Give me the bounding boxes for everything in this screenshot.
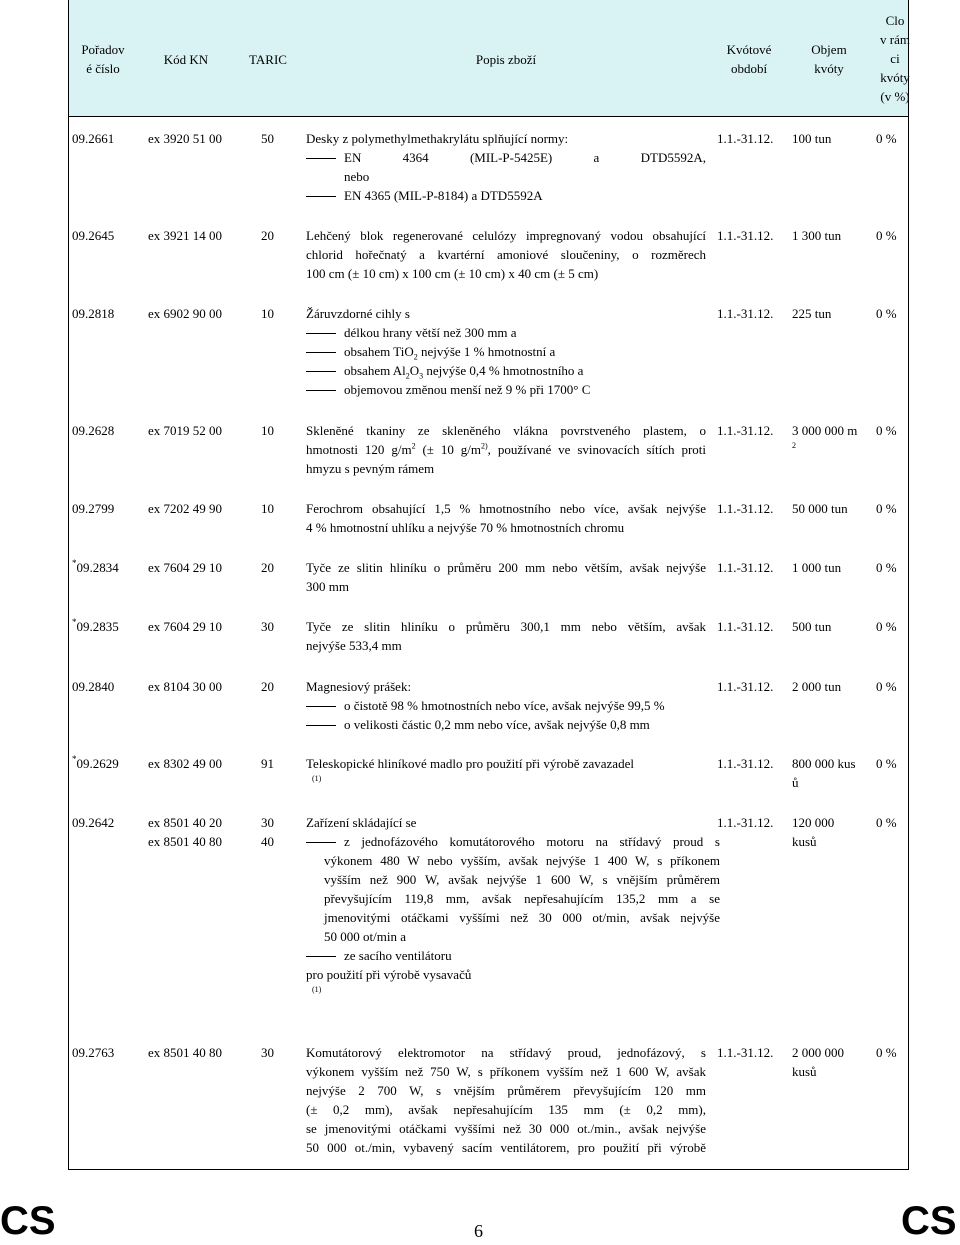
row-period: 1.1.-31.12. (717, 306, 774, 321)
row-number: 09.2799 (72, 501, 115, 516)
row-number: *09.2629 (72, 754, 119, 771)
row-taric: 20 (261, 560, 274, 575)
row-description: Teleskopické hliníkové madlo pro použití při výrobě zavazadel (1) (306, 754, 706, 785)
row-description: Zařízení skládající se z jednofázového komutátorového motoru na střídavý proud s výkonem 480 W nebo vyšším, avšak nejvýše 1 400 W, s příkonem vyšším než 900 W, avšak nejvýše 1 600 W, s vnějším průměrem převyšujícím 119,8 mm, avšak nepřesahujícím 135,2 mm a se jmenovitými otáčkami vyššími než 30 000 ot/min, avšak nejvýše 50 000 ot/min a ze sacího ventilátoru pro použití při výrobě vysavačů (1) (306, 815, 720, 994)
row-duty: 0 % (876, 560, 897, 575)
row-period: 1.1.-31.12. (717, 228, 774, 243)
row-period: 1.1.-31.12. (717, 756, 774, 771)
header-desc: Popis zboží (475, 52, 537, 67)
row-period: 1.1.-31.12. (717, 1045, 774, 1060)
row-volume: 1 300 tun (792, 228, 842, 243)
row-description: Ferochrom obsahující 1,5 % hmotnostního nebo více, avšak nejvýše 4 % hmotnostní uhlíku a nejvýše 70 % hmotnostních chromu (306, 501, 706, 535)
row-volume: 2 000 000 kusů (792, 1045, 844, 1079)
page-number: 6 (474, 1221, 483, 1241)
row-kn-code: ex 8501 40 20 ex 8501 40 80 (148, 815, 223, 849)
footer-language-left: CS (0, 1199, 56, 1243)
row-number: *09.2834 (72, 558, 119, 575)
header-period: Kvótové období (726, 42, 772, 76)
row-volume: 225 tun (792, 306, 832, 321)
row-description: Lehčený blok regenerované celulózy impregnovaný vodou obsahující chlorid hořečnatý a kvartérní amoniové sloučeniny, o rozměrech 100 cm (± 10 cm) x 100 cm (± 10 cm) x 40 cm (± 5 cm) (306, 228, 706, 281)
row-description: Žáruvzdorné cihly s délkou hrany větší než 300 mm a obsahem TiO$_2$ nejvýše 1 % hmotnostní a obsahem $Al_2O_3$ nejvýše 0,4 % hmotnostního a objemovou změnou menší než 9 % při 1700° C (306, 306, 591, 397)
row-description: Skleněné tkaniny ze skleněného vlákna povrstveného plastem, o hmotnosti 120 $g/m^2$ (± 10 $g/m^{2)}$, používané ve svinovacích sítích proti hmyzu s pevným rámem (306, 423, 706, 476)
row-taric: 91 (261, 756, 274, 771)
row-kn-code: ex 7202 49 90 (148, 501, 223, 516)
row-taric: 10 (261, 306, 274, 321)
footer-language-right: CS (901, 1199, 957, 1243)
row-taric: 20 (261, 679, 274, 694)
row-volume: 1 000 tun (792, 560, 842, 575)
header-volume: Objem kvóty (811, 42, 847, 76)
row-duty: 0 % (876, 423, 897, 438)
row-volume: 800 000 kus ů (792, 756, 856, 790)
row-volume: 3 000 000 m 2 (792, 423, 858, 450)
row-description: Magnesiový prášek: o čistotě 98 % hmotnostních nebo více, avšak nejvýše 99,5 % o velikosti částic 0,2 mm nebo více, avšak nejvýše 0,8 mm (306, 679, 665, 732)
row-duty: 0 % (876, 306, 897, 321)
row-taric: 10 (261, 423, 274, 438)
row-description: Tyče ze slitin hliníku o průměru 200 mm nebo větším, avšak nejvýše 300 mm (306, 560, 706, 594)
row-number: 09.2645 (72, 228, 115, 243)
row-number: 09.2818 (72, 306, 115, 321)
row-number: *09.2835 (72, 617, 119, 634)
row-description: Desky z polymethylmethakrylátu splňující normy: EN 4364 (MIL-P-5425E) a DTD5592A, nebo EN 4365 (MIL-P-8184) a DTD5592A (306, 131, 706, 203)
row-period: 1.1.-31.12. (717, 131, 774, 146)
row-number: 09.2628 (72, 423, 115, 438)
row-duty: 0 % (876, 1045, 897, 1060)
row-number: 09.2763 (72, 1045, 115, 1060)
row-duty: 0 % (876, 679, 897, 694)
row-volume: 2 000 tun (792, 679, 842, 694)
row-duty: 0 % (876, 228, 897, 243)
header-kn: Kód KN (163, 52, 209, 67)
row-period: 1.1.-31.12. (717, 560, 774, 575)
row-taric: 30 40 (261, 815, 274, 849)
row-kn-code: ex 7604 29 10 (148, 560, 223, 575)
row-period: 1.1.-31.12. (717, 815, 774, 830)
row-kn-code: ex 7604 29 10 (148, 619, 223, 634)
row-kn-code: ex 3921 14 00 (148, 228, 223, 243)
footnote-ref: (1) (312, 774, 322, 783)
header-duty: Clo v rám ci kvóty (v %) (880, 13, 910, 104)
row-kn-code: ex 3920 51 00 (148, 131, 223, 146)
footnote-ref: (1) (312, 985, 322, 994)
row-duty: 0 % (876, 501, 897, 516)
row-number: 09.2642 (72, 815, 115, 830)
row-taric: 30 (261, 619, 274, 634)
row-duty: 0 % (876, 815, 897, 830)
row-kn-code: ex 8501 40 80 (148, 1045, 223, 1060)
row-taric: 30 (261, 1045, 274, 1060)
row-duty: 0 % (876, 619, 897, 634)
row-kn-code: ex 6902 90 00 (148, 306, 223, 321)
header-num: Pořadov é číslo (81, 42, 125, 76)
row-period: 1.1.-31.12. (717, 501, 774, 516)
row-number: 09.2661 (72, 131, 115, 146)
row-kn-code: ex 8104 30 00 (148, 679, 223, 694)
row-volume: 100 tun (792, 131, 832, 146)
row-volume: 50 000 tun (792, 501, 848, 516)
row-description: Komutátorový elektromotor na střídavý proud, jednofázový, s výkonem vyšším než 750 W, s příkonem vyšším než 1 600 W, avšak nejvýše 2 700 W, s vnějším průměrem převyšujícím 120 mm (± 0,2 mm), avšak nepřesahujícím 135 mm (± 0,2 mm), se jmenovitými otáčkami vyššími než 30 000 ot./min., avšak nejvýše 50 000 ot./min, vybavený sacím ventilátorem, pro použití při výrobě (306, 1045, 706, 1155)
row-number: 09.2840 (72, 679, 115, 694)
row-kn-code: ex 8302 49 00 (148, 756, 223, 771)
row-taric: 50 (261, 131, 274, 146)
row-period: 1.1.-31.12. (717, 679, 774, 694)
row-period: 1.1.-31.12. (717, 619, 774, 634)
row-duty: 0 % (876, 756, 897, 771)
row-volume: 500 tun (792, 619, 832, 634)
header-taric: TARIC (249, 52, 287, 67)
row-description: Tyče ze slitin hliníku o průměru 300,1 mm nebo větším, avšak nejvýše 533,4 mm (306, 619, 706, 653)
row-taric: 10 (261, 501, 274, 516)
row-duty: 0 % (876, 131, 897, 146)
row-volume: 120 000 kusů (792, 815, 835, 849)
row-period: 1.1.-31.12. (717, 423, 774, 438)
row-taric: 20 (261, 228, 274, 243)
row-kn-code: ex 7019 52 00 (148, 423, 223, 438)
